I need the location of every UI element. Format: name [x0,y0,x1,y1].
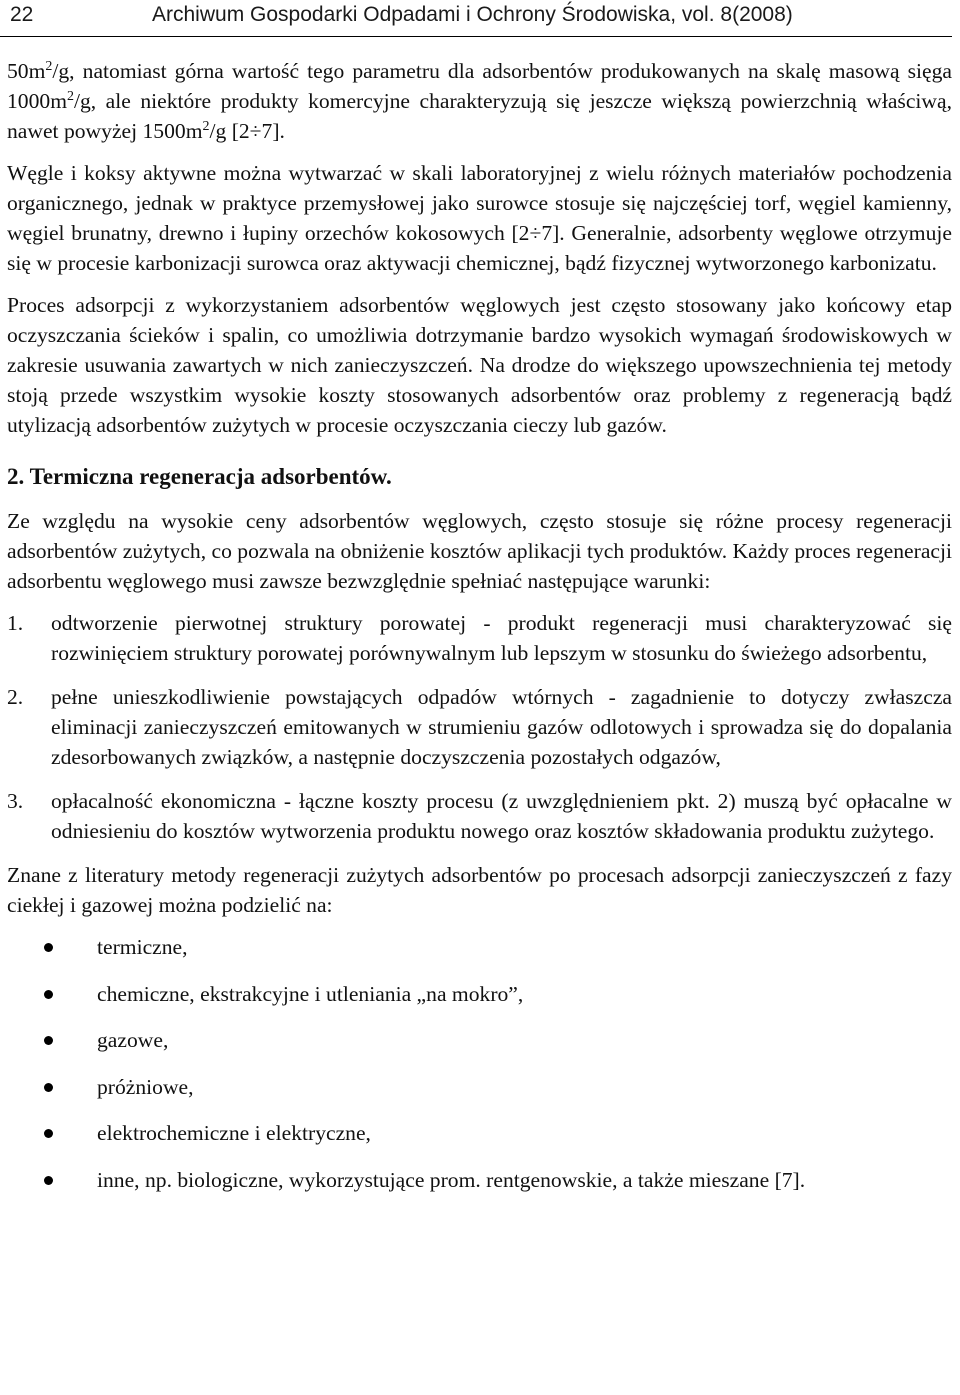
running-header [0,0,952,37]
list-item [7,1072,952,1119]
section-heading: 2. Termiczna regeneracja adsorbentów. [7,464,392,489]
bullet-icon [44,1176,53,1185]
superscript: 2 [66,89,74,104]
methods-list [7,932,952,1212]
superscript: 2 [202,119,210,134]
journal-title: Archiwum Gospodarki Odpadami i Ochrony Środowiska, vol. 8(2008) [152,3,793,26]
article-body [7,56,952,1212]
list-item-text: chemiczne, ekstrakcyjne i utleniania „na mokro”, [97,981,524,1006]
list-item [7,608,952,668]
list-item-text: opłacalność ekonomiczna - łączne koszty procesu (z uwzględnieniem pkt. 2) muszą być opłacalne w odniesieniu do kosztów wytworzenia produktu nowego oraz kosztów składowania produktu zużytego. [51,789,952,843]
list-item-text: termiczne, [97,935,188,959]
list-item [7,682,952,772]
list-number: 1. [7,611,24,635]
list-item [7,932,952,979]
text-run: /g, natomiast górna wartość tego parametru dla adsorbentów produkowanych na skalę masową sięga 1000m [7,59,952,113]
paragraph-adsorption-process: Proces adsorpcji z wykorzystaniem adsorbentów węglowych jest często stosowany jako końcowy etap oczyszczania ścieków i spalin, co umożliwia dotrzymanie bardzo wysokich wymagań środowiskowych w zakresie usuwania zawartych w nich zanieczyszczeń. Na drodze do większego upowszechnienia tej metody stoją przede wszystkim wysokie koszty stosowanych adsorbentów oraz problemy z regeneracją bądź utylizacją adsorbentów zużytych w procesie oczyszczania cieczy lub gazów. [7,293,952,437]
list-item-text: pełne unieszkodliwienie powstających odpadów wtórnych - zagadnienie to dotyczy zwłaszcza eliminacji zanieczyszczeń emitowanych w strumieniu gazów odlotowych i sprowadza się do dopalania zdesorbowanych związków, a następnie doczyszczenia pozostałych odgazów, [51,685,952,769]
text-run: 50m [7,59,46,83]
list-item-text: próżniowe, [97,1074,194,1099]
bullet-icon [44,990,53,999]
text-run: /g, ale niektóre produkty komercyjne charakteryzują się jeszcze większą powierzchnią właściwą, nawet powyżej 1500m [7,89,952,143]
bullet-icon [44,1083,53,1092]
list-item [7,1118,952,1165]
list-item-text: gazowe, [97,1028,169,1053]
list-item-text: elektrochemiczne i elektryczne, [97,1121,371,1146]
superscript: 2 [45,59,53,74]
paragraph-production: Węgle i koksy aktywne można wytwarzać w skali laboratoryjnej z wielu różnych materiałów pochodzenia organicznego, jednak w praktyce przemysłowej jako surowce stosuje się najczęściej torf, węgiel kamienny, węgiel brunatny, drewno i łupiny orzechów kokosowych [2÷7]. Generalnie, adsorbenty węglowe otrzymuje się w procesie karbonizacji surowca oraz aktywacji chemicznej, bądź fizycznej wytworzonego karbonizatu. [7,161,952,275]
list-item [7,786,952,846]
list-item-text: inne, np. biologiczne, wykorzystujące prom. rentgenowskie, a także mieszane [7]. [97,1167,806,1192]
list-item [7,979,952,1026]
list-item [7,1165,952,1212]
list-number: 3. [7,789,24,813]
paragraph-methods-intro: Znane z literatury metody regeneracji zużytych adsorbentów po procesach adsorpcji zanieczyszczeń z fazy ciekłej i gazowej można podzielić na: [7,863,952,917]
list-item [7,1025,952,1072]
list-item-text: odtworzenie pierwotnej struktury porowatej - produkt regeneracji musi charakteryzować się rozwinięciem struktury porowatej porównywalnym lub lepszym w stosunku do świeżego adsorbentu, [51,611,952,665]
bullet-icon [44,1129,53,1138]
page-number: 22 [10,3,34,26]
conditions-list [7,608,952,846]
paragraph-regeneration-intro: Ze względu na wysokie ceny adsorbentów węglowych, często stosuje się różne procesy regeneracji adsorbentów zużytych, co pozwala na obniżenie kosztów aplikacji tych produktów. Każdy proces regeneracji adsorbentu węglowego musi zawsze bezwzględnie spełniać następujące warunki: [7,509,952,593]
bullet-icon [44,943,53,952]
bullet-icon [44,1036,53,1045]
paragraph-surface-area [7,56,952,146]
text-run: /g [2÷7]. [209,119,285,143]
list-number: 2. [7,685,24,709]
